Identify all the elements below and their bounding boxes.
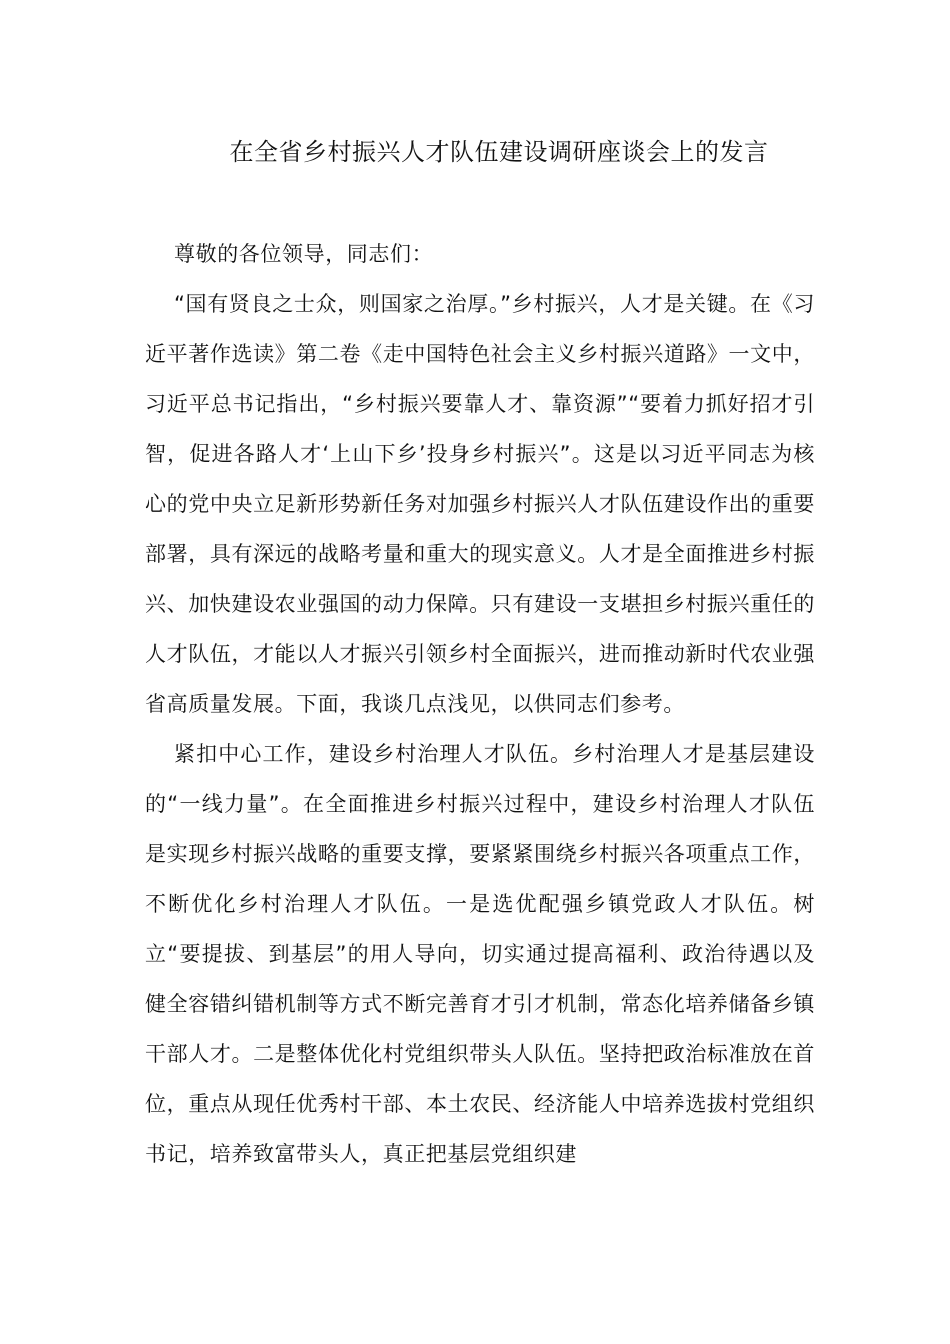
- section-paragraph: 紧扣中心工作，建设乡村治理人才队伍。乡村治理人才是基层建设的“一线力量”。在全面推进乡村振兴过程中，建设乡村治理人才队伍是实现乡村振兴战略的重要支撑，要紧紧围绕乡村振兴各项重点工作，不断优化乡村治理人才队伍。一是选优配强乡镇党政人才队伍。树立“要提拔、到基层”的用人导向，切实通过提高福利、政治待遇以及健全容错纠错机制等方式不断完善育才引才机制，常态化培养储备乡镇干部人才。二是整体优化村党组织带头人队伍。坚持把政治标准放在首位，重点从现任优秀村干部、本土农民、经济能人中培养选拔村党组织书记，培养致富带头人，真正把基层党组织建: [145, 742, 815, 1166]
- salutation-paragraph: 尊敬的各位领导，同志们：: [174, 242, 434, 266]
- document-body: [145, 229, 815, 1179]
- intro-paragraph: “国有贤良之士众，则国家之治厚。”乡村振兴，人才是关键。在《习近平著作选读》第二卷《走中国特色社会主义乡村振兴道路》一文中，习近平总书记指出，“乡村振兴要靠人才、靠资源”“要着力抓好招才引智，促进各路人才‘上山下乡’投身乡村振兴”。这是以习近平同志为核心的党中央立足新形势新任务对加强乡村振兴人才队伍建设作出的重要部署，具有深远的战略考量和重大的现实意义。人才是全面推进乡村振兴、加快建设农业强国的动力保障。只有建设一支堪担乡村振兴重任的人才队伍，才能以人才振兴引领乡村全面振兴，进而推动新时代农业强省高质量发展。下面，我谈几点浅见，以供同志们参考。: [145, 292, 815, 716]
- document-title: 在全省乡村振兴人才队伍建设调研座谈会上的发言: [229, 138, 769, 166]
